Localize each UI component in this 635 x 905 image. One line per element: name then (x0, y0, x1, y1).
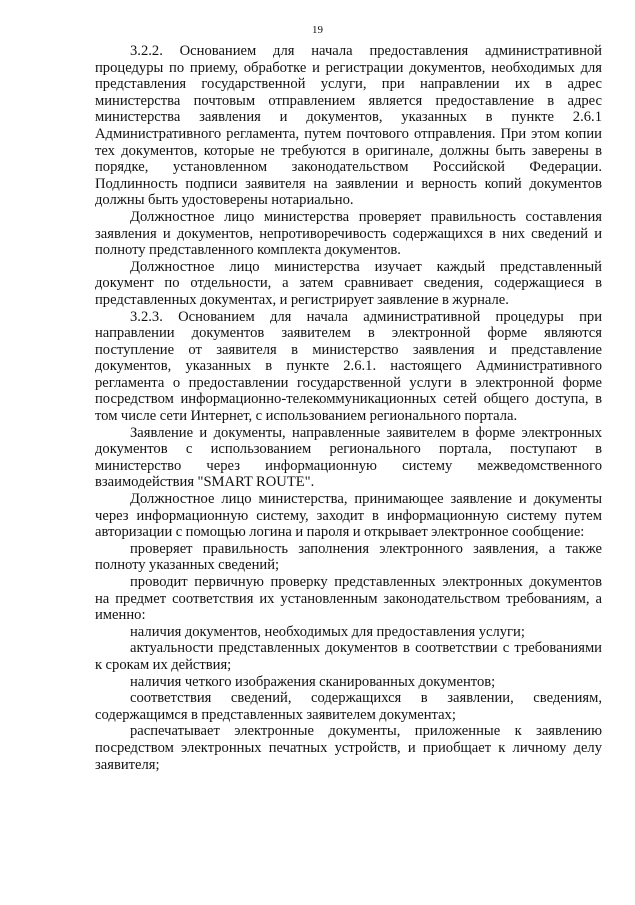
document-body (95, 43, 602, 773)
paragraph-clear-scan: наличия четкого изображения сканированных документов; (130, 673, 496, 690)
paragraph-electronic-receipt: Заявление и документы, направленные заявителем в форме электронных документов с использованием регионального портала, поступают в министерство через информационную систему межведомственного взаимодействия "SMART ROUTE". (95, 424, 602, 491)
paragraph-print-documents: распечатывает электронные документы, приложенные к заявлению посредством электронных печатных устройств, и приобщает к личному делу заявителя; (95, 723, 602, 773)
paragraph-data-consistency: соответствия сведений, содержащихся в заявлении, сведениям, содержащимся в представленных заявителем документах; (95, 690, 602, 723)
paragraph-documents-actuality: актуальности представленных документов в соответствии с требованиями к срокам их действия; (95, 640, 602, 673)
paragraph-check-filling: проверяет правильность заполнения электронного заявления, а также полноту указанных сведений; (95, 540, 602, 574)
paragraph-study-documents: Должностное лицо министерства изучает каждый представленный документ по отдельности, а затем сравнивает сведения, содержащиеся в представленных документах, и регистрирует заявление в журнале. (95, 258, 602, 308)
paragraph-official-login: Должностное лицо министерства, принимающее заявление и документы через информационную систему, заходит в информационную систему путем авторизации с помощью логина и пароля и открывает электронное сообщение: (95, 491, 602, 541)
paragraph-3-2-2: 3.2.2. Основанием для начала предоставления административной процедуры по приему, обработке и регистрации документов, необходимых для представления государственной услуги, при направлении их в адрес министерства почтовым отправлением является предоставление в адрес министерства заявления и документов, указанных в пункте 2.6.1 Административного регламента, путем почтового отправления. При этом копии тех документов, которые не требуются в оригинале, должны быть заверены в порядке, установленном законодательством Российской Федерации. Подлинность подписи заявителя на заявлении и верность копий документов должны быть удостоверены нотариально. (95, 43, 602, 209)
paragraph-documents-presence: наличия документов, необходимых для предоставления услуги; (130, 623, 525, 640)
paragraph-check-correctness: Должностное лицо министерства проверяет правильность составления заявления и документов, непротиворечивость содержащихся в них сведений и полноту представленного комплекта документов. (95, 208, 602, 259)
page-number: 19 (312, 24, 323, 36)
paragraph-primary-check: проводит первичную проверку представленных электронных документов на предмет соответствия их установленным законодательством требованиям, а именно: (95, 574, 602, 624)
paragraph-3-2-3: 3.2.3. Основанием для начала административной процедуры при направлении документов заявителем в электронной форме являются поступление от заявителя в министерство заявления и представление документов, указанных в пункте 2.6.1. настоящего Административного регламента о предоставлении государственной услуги в электронной форме посредством информационно-телекоммуникационных сетей общего доступа, в том числе сети Интернет, с использованием регионального портала. (95, 308, 602, 425)
